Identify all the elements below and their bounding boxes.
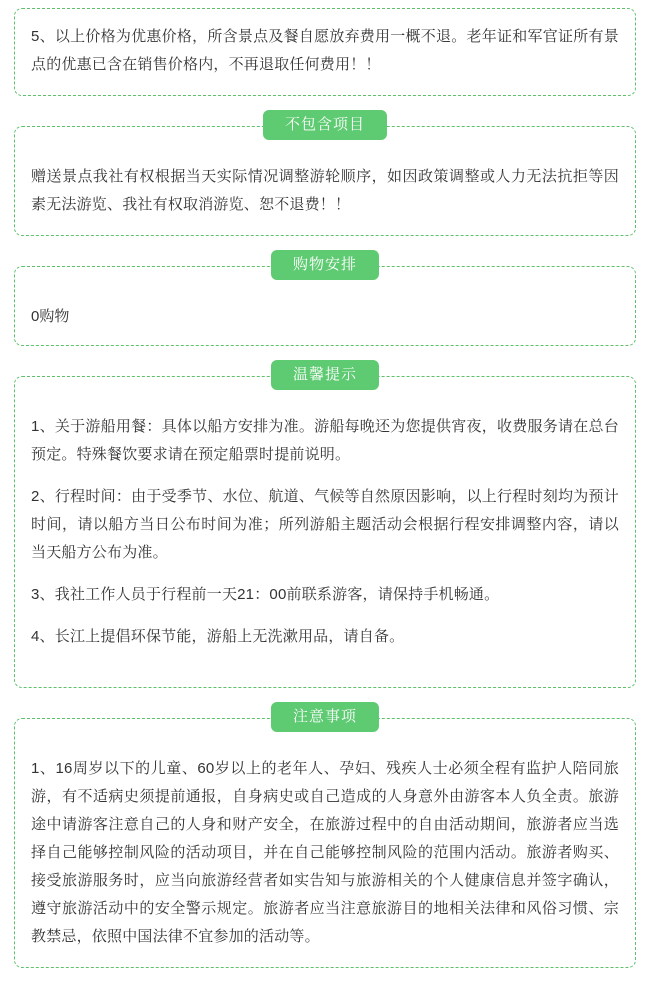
- section-notices: [14, 708, 636, 968]
- section-body: [15, 741, 635, 967]
- section-title-notices: 注意事项: [271, 702, 379, 732]
- section-body: [15, 399, 635, 687]
- section-body: [15, 149, 635, 235]
- paragraph: 3、我社工作人员于行程前一天21：00前联系游客，请保持手机畅通。: [31, 586, 500, 603]
- spacer: [31, 665, 619, 671]
- section-title-exclusions: 不包含项目: [263, 110, 387, 140]
- paragraph: 1、16周岁以下的儿童、60岁以上的老年人、孕妇、残疾人士必须全程有监护人陪同旅游，有不适病史须提前通报，自身病史或自己造成的人身意外由游客本人负全责。旅游途中请游客注意自己的人身和财产安全，在旅游过程中的自由活动期间，旅游者应当选择自己能够控制风险的活动项目，并在自己能够控制风险的范围内活动。旅游者购买、接受旅游服务时，应当向旅游经营者如实告知与旅游相关的个人健康信息并签字确认，遵守旅游活动中的安全警示规定。旅游者应当注意旅游目的地相关法律和风俗习惯、宗教禁忌，依照中国法律不宜参加的活动等。: [31, 760, 619, 945]
- section-body: [15, 9, 635, 95]
- paragraph: 赠送景点我社有权根据当天实际情况调整游轮顺序，如因政策调整或人力无法抗拒等因素无法游览、我社有权取消游览、恕不退费！！: [31, 168, 619, 213]
- section-body: [15, 289, 635, 345]
- document-page: [0, 8, 650, 996]
- section-exclusions: [14, 116, 636, 236]
- paragraph: 4、长江上提倡环保节能，游船上无洗漱用品，请自备。: [31, 628, 405, 645]
- paragraph: 5、以上价格为优惠价格，所含景点及餐自愿放弃费用一概不退。老年证和军官证所有景点的优惠已含在销售价格内，不再退取任何费用！！: [31, 28, 619, 73]
- section-price-terms: [14, 8, 636, 96]
- section-shopping: [14, 256, 636, 346]
- shopping-value: 0购物: [31, 308, 70, 325]
- section-title-tips: 温馨提示: [271, 360, 379, 390]
- section-title-shopping: 购物安排: [271, 250, 379, 280]
- section-tips: [14, 366, 636, 688]
- paragraph: 1、关于游船用餐：具体以船方安排为准。游船每晚还为您提供宵夜，收费服务请在总台预定。特殊餐饮要求请在预定船票时提前说明。: [31, 418, 619, 463]
- paragraph: 2、行程时间：由于受季节、水位、航道、气候等自然原因影响，以上行程时刻均为预计时间，请以船方当日公布时间为准；所列游船主题活动会根据行程安排调整内容，请以当天船方公布为准。: [31, 488, 619, 561]
